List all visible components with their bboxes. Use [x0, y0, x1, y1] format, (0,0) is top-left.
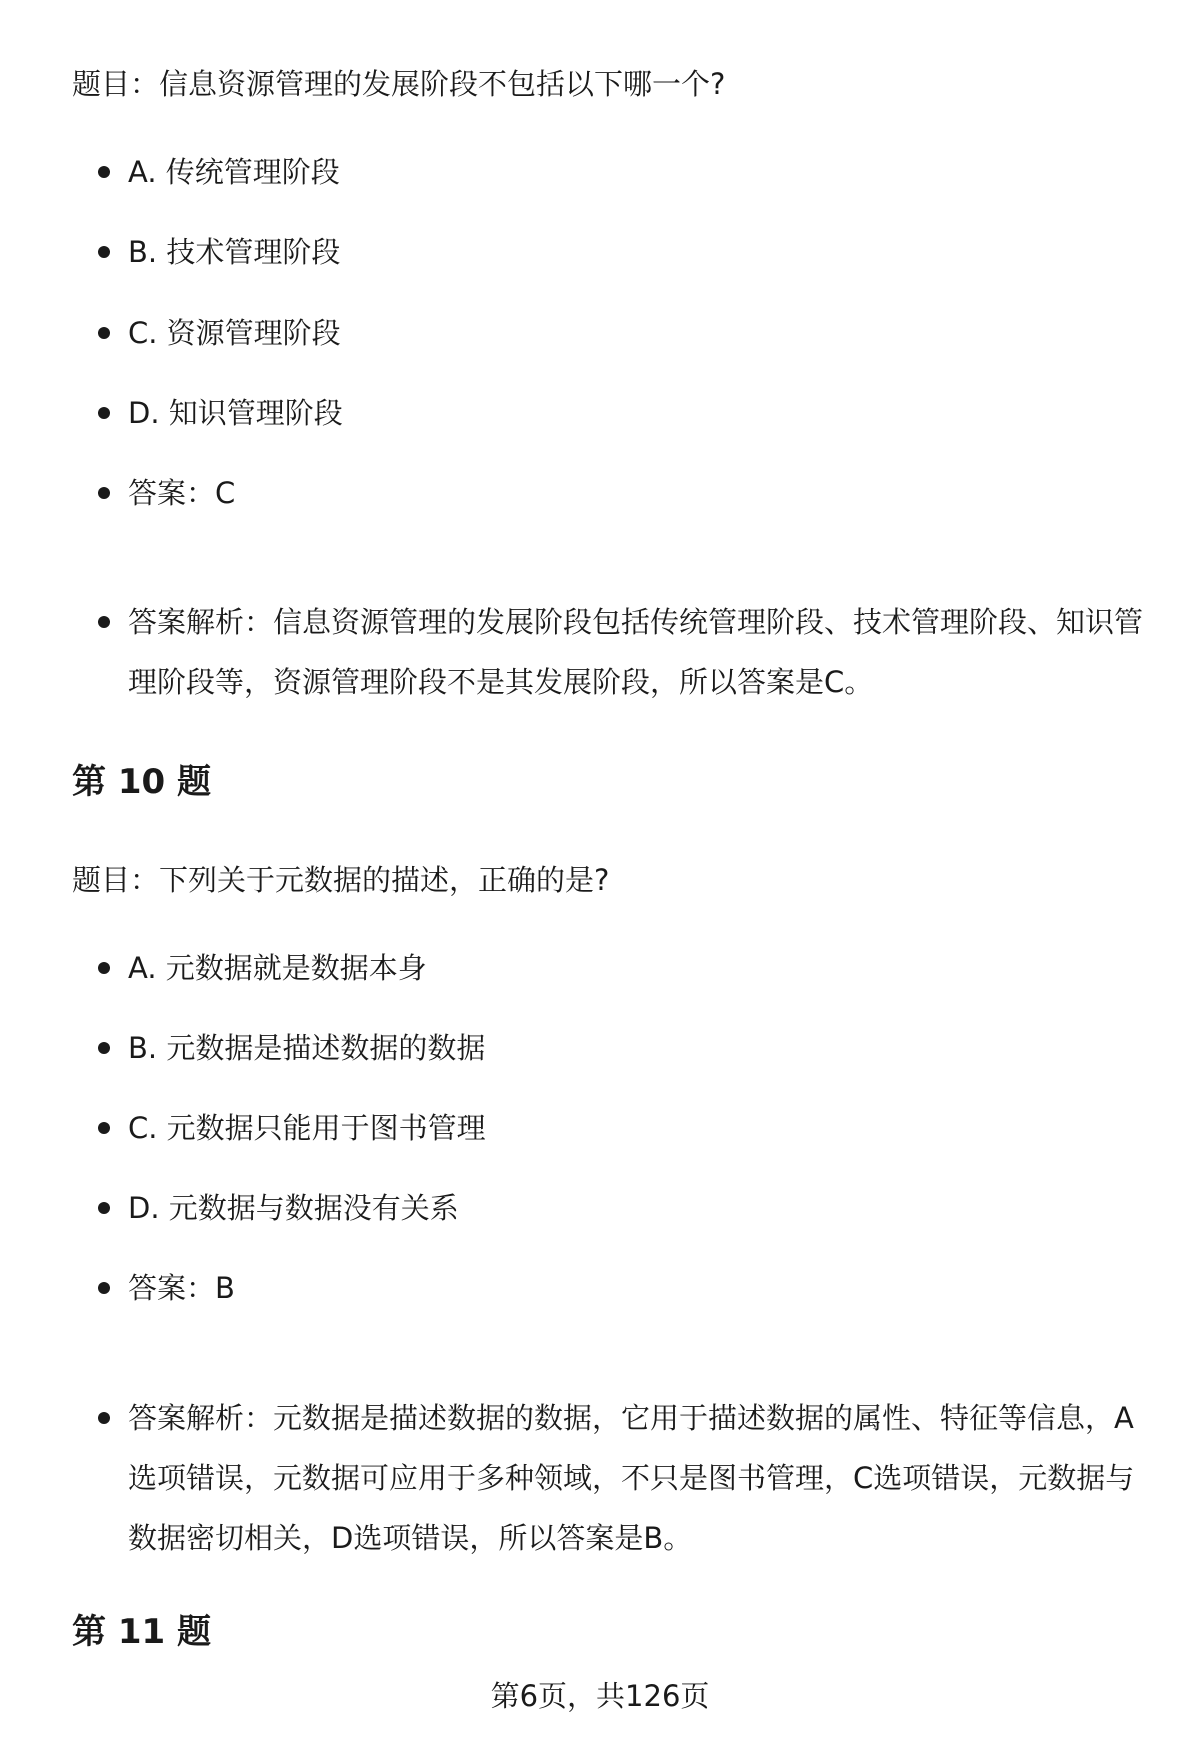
question-9-text: 题目：信息资源管理的发展阶段不包括以下哪一个? — [72, 67, 726, 101]
question-10-heading: 第 10 题 — [72, 762, 211, 802]
question-9-option-d: D. 知识管理阶段 — [128, 383, 1158, 443]
question-10-option-d: D. 元数据与数据没有关系 — [128, 1178, 1158, 1238]
question-9-option-a: A. 传统管理阶段 — [128, 142, 1158, 202]
question-10-option-a: A. 元数据就是数据本身 — [128, 938, 1158, 998]
question-11-heading: 第 11 题 — [72, 1612, 211, 1652]
question-10-explanation: 答案解析：元数据是描述数据的数据，它用于描述数据的属性、特征等信息，A选项错误，元数据可应用于多种领域，不只是图书管理，C选项错误，元数据与数据密切相关，D选项错误，所以答案是B。 — [128, 1388, 1158, 1568]
page-number: 第6页，共126页 — [490, 1679, 710, 1713]
question-10-answer: 答案：B — [128, 1258, 1158, 1318]
question-10-option-c: C. 元数据只能用于图书管理 — [128, 1098, 1158, 1158]
question-9-answer: 答案：C — [128, 463, 1158, 523]
question-10-option-b: B. 元数据是描述数据的数据 — [128, 1018, 1158, 1078]
question-9-explanation: 答案解析：信息资源管理的发展阶段包括传统管理阶段、技术管理阶段、知识管理阶段等，资源管理阶段不是其发展阶段，所以答案是C。 — [128, 592, 1158, 712]
question-9-option-c: C. 资源管理阶段 — [128, 303, 1158, 363]
question-9-option-b: B. 技术管理阶段 — [128, 222, 1158, 282]
question-10-text: 题目：下列关于元数据的描述，正确的是? — [72, 863, 610, 897]
